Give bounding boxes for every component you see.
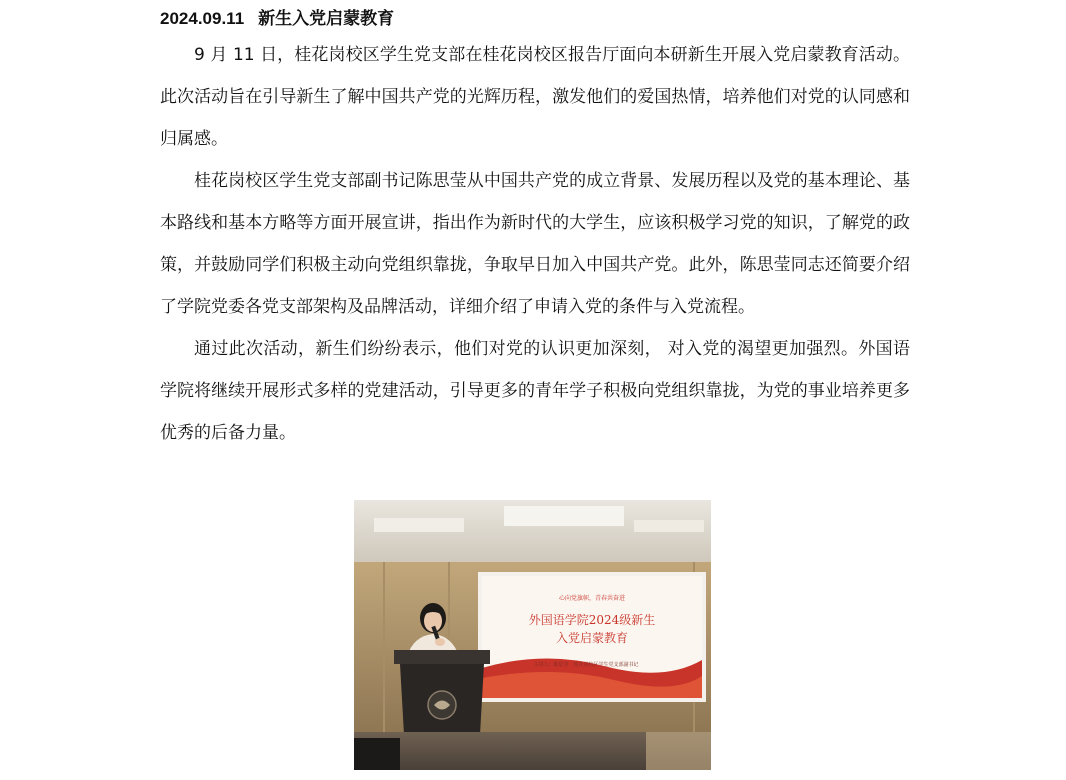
screen-footer: 主讲人：陈思莹 桂花岗校区学生党支部副书记 — [533, 662, 639, 668]
article-date: 2024.09.11 — [160, 9, 245, 28]
ceiling-light — [504, 506, 624, 526]
paragraph-1: 9 月 11 日，桂花岗校区学生党支部在桂花岗校区报告厅面向本研新生开展入党启蒙教育活动。此次活动旨在引导新生了解中国共产党的光辉历程，激发他们的爱国热情，培养他们对党的认同感和归属感。 — [160, 45, 910, 149]
article-heading — [160, 6, 910, 32]
screen-title-line2: 入党启蒙教育 — [555, 631, 629, 645]
event-photo-illustration — [354, 500, 711, 770]
event-photo — [354, 500, 711, 770]
paragraph-3: 通过此次活动，新生们纷纷表示，他们对党的认识更加深刻， 对入党的渴望更加强烈。外国语学院将继续开展形式多样的党建活动，引导更多的青年学子积极向党组织靠拢，为党的事业培养更多优秀的后备力量。 — [160, 339, 910, 443]
article — [160, 6, 910, 454]
speaker-box — [354, 738, 400, 770]
ceiling-light-left — [374, 518, 464, 532]
screen-title-line1: 外国语学院2024级新生 — [528, 613, 656, 627]
paragraph-2: 桂花岗校区学生党支部副书记陈思莹从中国共产党的成立背景、发展历程以及党的基本理论、基本路线和基本方略等方面开展宣讲，指出作为新时代的大学生，应该积极学习党的知识，了解党的政策，并鼓励同学们积极主动向党组织靠拢，争取早日加入中国共产党。此外，陈思莹同志还简要介绍了学院党委各党支部架构及品牌活动，详细介绍了申请入党的条件与入党流程。 — [160, 171, 910, 317]
article-title: 新生入党启蒙教育 — [258, 9, 395, 28]
ceiling-light-right — [634, 520, 704, 532]
screen-tagline: 心向党旗帜，青春共奋进 — [558, 595, 626, 602]
